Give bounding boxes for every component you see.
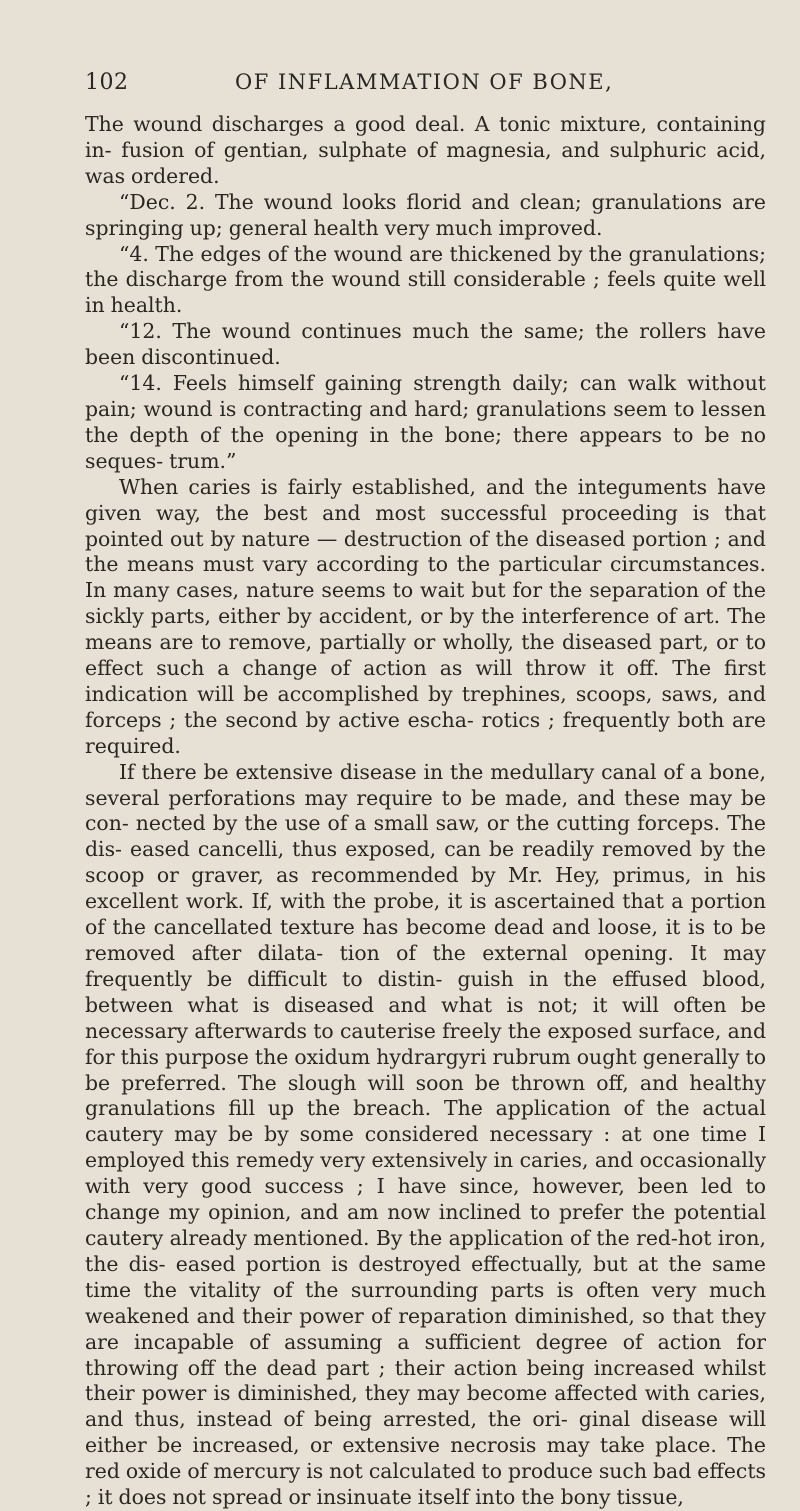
paragraph-continuation: The wound discharges a good deal. A tonic mixture, containing in- fusion of gentian, sulphate of magnesia, and sulphuric acid, was ordered.	[85, 112, 766, 188]
case-note-14: “14. Feels himself gaining strength daily; can walk without pain; wound is contracting and hard; granulations seem to lessen the depth of the opening in the bone; there appears to be no seques- trum.”	[85, 371, 766, 473]
paragraph-medullary-disease: If there be extensive disease in the medullary canal of a bone, several perforations may require to be made, and these may be con- nected by the use of a small saw, or the cutting forceps. The dis- eased cancelli, thus exposed, can be readily removed by the scoop or graver, as recommended by Mr. Hey, primus, in his excellent work. If, with the probe, it is ascertained that a portion of the cancellated texture has become dead and loose, it is to be removed after dilata- tion of the external opening. It may frequently be difficult to distin- guish in the effused blood, between what is diseased and what is not; it will often be necessary afterwards to cauterise freely the exposed surface, and for this purpose the oxidum hydrargyri rubrum ought generally to be preferred. The slough will soon be thrown off, and healthy granulations fill up the breach. The application of the actual cautery may be by some considered necessary : at one time I employed this remedy very extensively in caries, and occasionally with very good success ; I have since, however, been led to change my opinion, and am now inclined to prefer the potential cautery already mentioned. By the application of the red-hot iron, the dis- eased portion is destroyed effectually, but at the same time the vitality of the surrounding parts is often very much weakened and their power of reparation diminished, so that they are incapable of assuming a sufficient degree of action for throwing off the dead part ; their action being increased whilst their power is diminished, they may become affected with caries, and thus, instead of being arrested, the ori- ginal disease will either be increased, or extensive necrosis may take place. The red oxide of mercury is not calculated to produce such bad effects ; it does not spread or insinuate itself into the bony tissue,	[85, 759, 766, 1510]
paragraph-caries-treatment: When caries is fairly established, and the integuments have given way, the best and most successful proceeding is that pointed out by nature — destruction of the diseased portion ; and the means must vary according to the particular circumstances. In many cases, nature seems to wait but for the separation of the sickly parts, either by accident, or by the interference of art. The means are to remove, partially or wholly, the diseased part, or to effect such a change of action as will throw it off. The first indication will be accomplished by trephines, scoops, saws, and forceps ; the second by active escha- rotics ; frequently both are required.	[85, 474, 766, 758]
page-number: 102	[85, 70, 129, 95]
case-note-12: “12. The wound continues much the same; the rollers have been discontinued.	[85, 319, 766, 370]
running-head	[85, 70, 766, 106]
running-title: OF INFLAMMATION OF BONE,	[235, 70, 614, 94]
body-text	[85, 112, 766, 1511]
case-note-4: “4. The edges of the wound are thickened by the granulations; the discharge from the wound still considerable ; feels quite well in health.	[85, 241, 766, 318]
case-note-dec-2: “Dec. 2. The wound looks florid and clean; granulations are springing up; general health very much improved.	[85, 189, 766, 240]
